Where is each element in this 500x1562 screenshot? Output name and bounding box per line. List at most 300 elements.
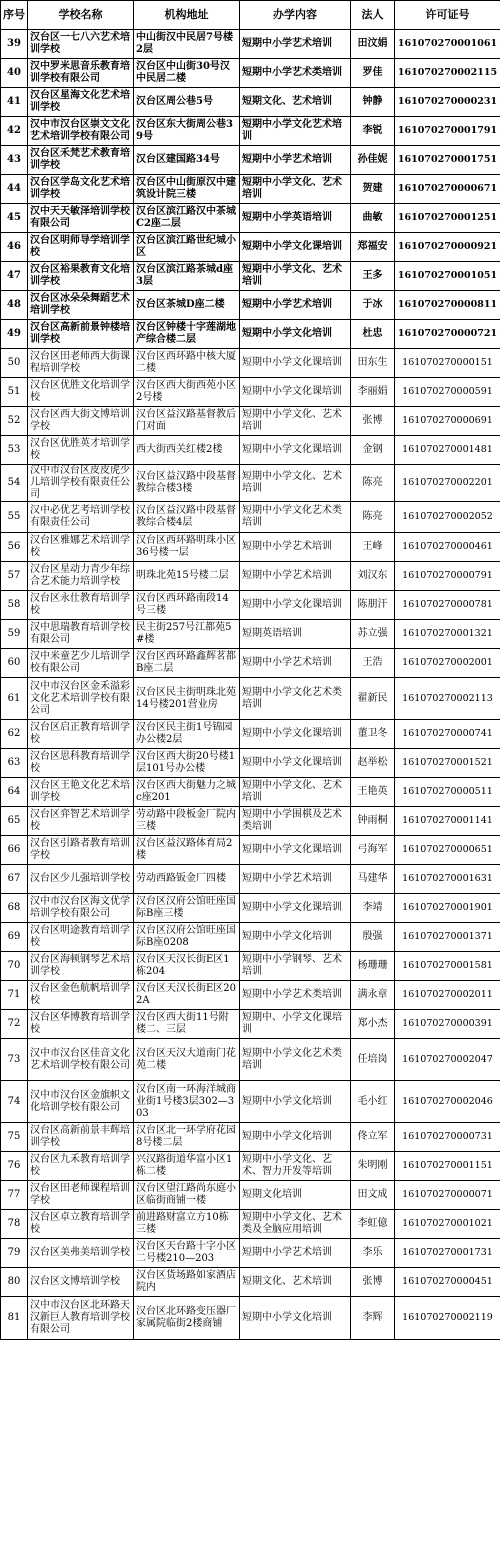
school-name-cell: 汉中思瑞教育培训学校有限公司 — [28, 620, 134, 649]
legal-rep-cell: 满永章 — [351, 981, 395, 1010]
content-cell: 短期中小学艺术培训 — [240, 533, 351, 562]
serial-number-cell: 71 — [1, 981, 28, 1010]
address-cell: 汉台区南一环海洋城商业街1号楼3层302—303 — [134, 1081, 240, 1123]
content-cell: 短期中小学文化课培训 — [240, 436, 351, 465]
serial-number-cell: 56 — [1, 533, 28, 562]
serial-number-cell: 40 — [1, 59, 28, 88]
school-name-cell: 汉台区海顿钢琴艺术培训学校 — [28, 952, 134, 981]
legal-rep-cell: 佟立军 — [351, 1123, 395, 1152]
content-cell: 短期中小学文化课培训 — [240, 836, 351, 865]
content-cell: 短期中小学文化、艺术培训 — [240, 778, 351, 807]
address-cell: 汉台区天汉长街E区202A — [134, 981, 240, 1010]
address-cell: 汉台区西大街魅力之城c座201 — [134, 778, 240, 807]
legal-rep-cell: 田文成 — [351, 1181, 395, 1210]
content-cell: 短期中小学文化培训 — [240, 1081, 351, 1123]
table-row — [1, 649, 500, 678]
license-number-cell: 161070270000691 — [395, 407, 500, 436]
header-legal-rep: 法人 — [351, 1, 395, 30]
table-row — [1, 117, 500, 146]
serial-number-cell: 69 — [1, 923, 28, 952]
table-row — [1, 30, 500, 59]
address-cell: 西大街西关红楼2楼 — [134, 436, 240, 465]
table-row — [1, 952, 500, 981]
table-row — [1, 1081, 500, 1123]
school-name-cell: 汉台区优胜文化培训学校 — [28, 378, 134, 407]
school-name-cell: 汉台区田老师课程培训学校 — [28, 1181, 134, 1210]
table-row — [1, 807, 500, 836]
serial-number-cell: 60 — [1, 649, 28, 678]
serial-number-cell: 61 — [1, 678, 28, 720]
table-row — [1, 865, 500, 894]
license-number-cell: 161070270002001 — [395, 649, 500, 678]
license-number-cell: 161070270001731 — [395, 1239, 500, 1268]
serial-number-cell: 45 — [1, 204, 28, 233]
school-name-cell: 汉台区九禾教育培训学校 — [28, 1152, 134, 1181]
table-row — [1, 204, 500, 233]
school-name-cell: 汉中市汉台区皮皮虎少儿培训学校有限责任公司 — [28, 465, 134, 502]
license-number-cell: 161070270002201 — [395, 465, 500, 502]
address-cell: 汉台区汉府公馆旺座国际B座三楼 — [134, 894, 240, 923]
content-cell: 短期中小学围棋及艺术类培训 — [240, 807, 351, 836]
license-number-cell: 161070270000811 — [395, 291, 500, 320]
serial-number-cell: 52 — [1, 407, 28, 436]
license-number-cell: 161070270000231 — [395, 88, 500, 117]
school-name-cell: 汉中市汉台区海文优学培训学校有限公司 — [28, 894, 134, 923]
table-row — [1, 320, 500, 349]
license-number-cell: 161070270002113 — [395, 678, 500, 720]
table-body — [1, 30, 500, 1340]
serial-number-cell: 47 — [1, 262, 28, 291]
legal-rep-cell: 李乐 — [351, 1239, 395, 1268]
header-school-name: 学校名称 — [28, 1, 134, 30]
legal-rep-cell: 陈亮 — [351, 502, 395, 533]
table-row — [1, 291, 500, 320]
school-name-cell: 汉台区金色航帆培训学校 — [28, 981, 134, 1010]
license-number-cell: 161070270002052 — [395, 502, 500, 533]
serial-number-cell: 57 — [1, 562, 28, 591]
serial-number-cell: 48 — [1, 291, 28, 320]
serial-number-cell: 41 — [1, 88, 28, 117]
license-number-cell: 161070270001581 — [395, 952, 500, 981]
table-row — [1, 436, 500, 465]
table-row — [1, 1152, 500, 1181]
serial-number-cell: 68 — [1, 894, 28, 923]
table-row — [1, 894, 500, 923]
school-name-cell: 汉台区王艳文化艺术培训学校 — [28, 778, 134, 807]
serial-number-cell: 42 — [1, 117, 28, 146]
school-name-cell: 汉台区星动力青少年综合艺术能力培训学校 — [28, 562, 134, 591]
legal-rep-cell: 郑福安 — [351, 233, 395, 262]
content-cell: 短期中小学文化艺术类培训 — [240, 502, 351, 533]
address-cell: 汉台区中山街30号汉中民居二楼 — [134, 59, 240, 88]
table-row — [1, 378, 500, 407]
table-row — [1, 981, 500, 1010]
content-cell: 短期中小学文化培训 — [240, 1123, 351, 1152]
school-name-cell: 汉中市汉台区金旗帜文化培训学校有限公司 — [28, 1081, 134, 1123]
license-number-cell: 161070270000451 — [395, 1268, 500, 1297]
license-number-cell: 161070270002046 — [395, 1081, 500, 1123]
table-row — [1, 233, 500, 262]
table-row — [1, 836, 500, 865]
serial-number-cell: 77 — [1, 1181, 28, 1210]
address-cell: 中山街汉中民居7号楼2层 — [134, 30, 240, 59]
content-cell: 短期中小学文化课培训 — [240, 749, 351, 778]
school-name-cell: 汉台区冰朵朵舞蹈艺术培训学校 — [28, 291, 134, 320]
school-name-cell: 汉中天天敏泽培训学校有限公司 — [28, 204, 134, 233]
content-cell: 短期中小学艺术类培训 — [240, 981, 351, 1010]
address-cell: 汉台区益汉路中段基督教综合楼3楼 — [134, 465, 240, 502]
school-name-cell: 汉中市汉台区佳音文化艺术培训学校有限公司 — [28, 1039, 134, 1081]
serial-number-cell: 58 — [1, 591, 28, 620]
content-cell: 短期中小学艺术培训 — [240, 865, 351, 894]
legal-rep-cell: 罗佳 — [351, 59, 395, 88]
school-name-cell: 汉台区一七八六艺术培训学校 — [28, 30, 134, 59]
school-name-cell: 汉台区明师导学培训学校 — [28, 233, 134, 262]
serial-number-cell: 76 — [1, 1152, 28, 1181]
address-cell: 汉台区益汉路体育局2楼 — [134, 836, 240, 865]
table-row — [1, 562, 500, 591]
table-row — [1, 778, 500, 807]
serial-number-cell: 44 — [1, 175, 28, 204]
license-number-cell: 161070270002119 — [395, 1297, 500, 1340]
legal-rep-cell: 毛小红 — [351, 1081, 395, 1123]
legal-rep-cell: 刘汉东 — [351, 562, 395, 591]
school-name-cell: 汉台区裕果教育文化培训学校 — [28, 262, 134, 291]
school-name-cell: 汉台区禾梵艺术教育培训学校 — [28, 146, 134, 175]
license-number-cell: 161070270000671 — [395, 175, 500, 204]
license-number-cell: 161070270000511 — [395, 778, 500, 807]
address-cell: 汉台区汉府公馆旺座国际B座0208 — [134, 923, 240, 952]
legal-rep-cell: 杜忠 — [351, 320, 395, 349]
address-cell: 汉台区货场路如家酒店院内 — [134, 1268, 240, 1297]
legal-rep-cell: 贺建 — [351, 175, 395, 204]
header-address: 机构地址 — [134, 1, 240, 30]
table-row — [1, 678, 500, 720]
content-cell: 短期中小学文化、艺术培训 — [240, 262, 351, 291]
table-row — [1, 1210, 500, 1239]
school-name-cell: 汉台区弈智艺术培训学校 — [28, 807, 134, 836]
header-serial-number: 序号 — [1, 1, 28, 30]
legal-rep-cell: 曲敏 — [351, 204, 395, 233]
content-cell: 短期文化、艺术培训 — [240, 1268, 351, 1297]
license-number-cell: 161070270000721 — [395, 320, 500, 349]
address-cell: 汉台区茶城D座二楼 — [134, 291, 240, 320]
legal-rep-cell: 苏立强 — [351, 620, 395, 649]
address-cell: 汉台区西大街西苑小区2号楼 — [134, 378, 240, 407]
legal-rep-cell: 张博 — [351, 1268, 395, 1297]
serial-number-cell: 53 — [1, 436, 28, 465]
content-cell: 短期英语培训 — [240, 620, 351, 649]
address-cell: 汉台区滨江路茶城d座3层 — [134, 262, 240, 291]
content-cell: 短期中小学英语培训 — [240, 204, 351, 233]
serial-number-cell: 73 — [1, 1039, 28, 1081]
content-cell: 短期中小学艺术培训 — [240, 1239, 351, 1268]
serial-number-cell: 63 — [1, 749, 28, 778]
content-cell: 短期中小学艺术培训 — [240, 30, 351, 59]
header-license-number: 许可证号 — [395, 1, 500, 30]
content-cell: 短期中小学文化课培训 — [240, 233, 351, 262]
address-cell: 汉台区北环路变压器厂家属院临街2楼商铺 — [134, 1297, 240, 1340]
content-cell: 短期中小学文化课培训 — [240, 591, 351, 620]
serial-number-cell: 74 — [1, 1081, 28, 1123]
legal-rep-cell: 赵举松 — [351, 749, 395, 778]
license-number-cell: 161070270001021 — [395, 1210, 500, 1239]
content-cell: 短期中小学文化培训 — [240, 320, 351, 349]
header-content: 办学内容 — [240, 1, 351, 30]
license-number-cell: 161070270000731 — [395, 1123, 500, 1152]
table-row — [1, 620, 500, 649]
content-cell: 短期中小学文化、艺术培训 — [240, 407, 351, 436]
address-cell: 民主街257号江都苑5#楼 — [134, 620, 240, 649]
content-cell: 短期文化培训 — [240, 1181, 351, 1210]
content-cell: 短期中小学艺术类培训 — [240, 59, 351, 88]
legal-rep-cell: 陈朋汗 — [351, 591, 395, 620]
table-row — [1, 262, 500, 291]
address-cell: 汉台区民主街1号锦园办公楼2层 — [134, 720, 240, 749]
school-name-cell: 汉台区永仕教育培训学校 — [28, 591, 134, 620]
table-row — [1, 88, 500, 117]
license-number-cell: 161070270000781 — [395, 591, 500, 620]
table-row — [1, 749, 500, 778]
content-cell: 短期中小学文化艺术培训 — [240, 117, 351, 146]
table-row — [1, 1123, 500, 1152]
content-cell: 短期中小学艺术培训 — [240, 649, 351, 678]
address-cell: 汉台区西环路中核大厦二楼 — [134, 349, 240, 378]
legal-rep-cell: 李靖 — [351, 894, 395, 923]
legal-rep-cell: 朱明刚 — [351, 1152, 395, 1181]
table-row — [1, 1039, 500, 1081]
address-cell: 汉台区滨江路世纪城小区 — [134, 233, 240, 262]
address-cell: 汉台区益汉路基督教后门对面 — [134, 407, 240, 436]
license-number-cell: 161070270000791 — [395, 562, 500, 591]
legal-rep-cell: 李虹億 — [351, 1210, 395, 1239]
legal-rep-cell: 翟新民 — [351, 678, 395, 720]
license-number-cell: 161070270001371 — [395, 923, 500, 952]
content-cell: 短期中、小学文化课培训 — [240, 1010, 351, 1039]
content-cell: 短期中小学文化、艺术培训 — [240, 175, 351, 204]
address-cell: 汉台区西环路明珠小区36号楼一层 — [134, 533, 240, 562]
license-number-cell: 161070270001151 — [395, 1152, 500, 1181]
legal-rep-cell: 马建华 — [351, 865, 395, 894]
legal-rep-cell: 李丽娟 — [351, 378, 395, 407]
table-row — [1, 1181, 500, 1210]
address-cell: 明珠北苑15号楼二层 — [134, 562, 240, 591]
legal-rep-cell: 钟雨桐 — [351, 807, 395, 836]
serial-number-cell: 50 — [1, 349, 28, 378]
address-cell: 前进路财富立方10栋三楼 — [134, 1210, 240, 1239]
address-cell: 汉台区望江路尚东庭小区临街商铺一楼 — [134, 1181, 240, 1210]
legal-rep-cell: 殷强 — [351, 923, 395, 952]
serial-number-cell: 49 — [1, 320, 28, 349]
school-name-cell: 汉台区思科教育培训学校 — [28, 749, 134, 778]
content-cell: 短期中小学文化课培训 — [240, 378, 351, 407]
table-row — [1, 349, 500, 378]
serial-number-cell: 66 — [1, 836, 28, 865]
table-row — [1, 1239, 500, 1268]
table-row — [1, 923, 500, 952]
address-cell: 汉台区周公巷5号 — [134, 88, 240, 117]
serial-number-cell: 81 — [1, 1297, 28, 1340]
table-row — [1, 407, 500, 436]
serial-number-cell: 51 — [1, 378, 28, 407]
serial-number-cell: 75 — [1, 1123, 28, 1152]
license-number-cell: 161070270000461 — [395, 533, 500, 562]
school-name-cell: 汉台区雅娜艺术培训学校 — [28, 533, 134, 562]
address-cell: 汉台区西环路南段14号三楼 — [134, 591, 240, 620]
address-cell: 劳动路中段板金厂院内三楼 — [134, 807, 240, 836]
school-name-cell: 汉中市汉台区崇文文化艺术培训学校有限公司 — [28, 117, 134, 146]
serial-number-cell: 70 — [1, 952, 28, 981]
school-name-cell: 汉台区卓立教育培训学校 — [28, 1210, 134, 1239]
legal-rep-cell: 王峰 — [351, 533, 395, 562]
license-number-cell: 161070270000591 — [395, 378, 500, 407]
school-name-cell: 汉台区西大街文博培训学校 — [28, 407, 134, 436]
legal-rep-cell: 钟静 — [351, 88, 395, 117]
serial-number-cell: 46 — [1, 233, 28, 262]
legal-rep-cell: 陈亮 — [351, 465, 395, 502]
legal-rep-cell: 田东生 — [351, 349, 395, 378]
address-cell: 汉台区天汉长街E区1栋204 — [134, 952, 240, 981]
license-number-cell: 161070270002047 — [395, 1039, 500, 1081]
serial-number-cell: 62 — [1, 720, 28, 749]
table-row — [1, 1010, 500, 1039]
content-cell: 短期中小学艺术培训 — [240, 562, 351, 591]
legal-rep-cell: 孙佳妮 — [351, 146, 395, 175]
serial-number-cell: 64 — [1, 778, 28, 807]
address-cell: 汉台区滨江路汉中茶城C2座二层 — [134, 204, 240, 233]
content-cell: 短期中小学文化培训 — [240, 923, 351, 952]
license-number-cell: 161070270000391 — [395, 1010, 500, 1039]
school-name-cell: 汉中罗米思音乐教育培训学校有限公司 — [28, 59, 134, 88]
content-cell: 短期中小学艺术培训 — [240, 146, 351, 175]
address-cell: 汉台区民主街明珠北苑14号楼201营业房 — [134, 678, 240, 720]
school-name-cell: 汉台区优胜英才培训学校 — [28, 436, 134, 465]
school-name-cell: 汉台区明途教育培训学校 — [28, 923, 134, 952]
license-number-cell: 161070270001521 — [395, 749, 500, 778]
table-row — [1, 1297, 500, 1340]
school-name-cell: 汉台区启正教育培训学校 — [28, 720, 134, 749]
address-cell: 汉台区钟楼十字莲湖地产综合楼二层 — [134, 320, 240, 349]
address-cell: 汉台区东大街周公巷39号 — [134, 117, 240, 146]
table-row — [1, 59, 500, 88]
serial-number-cell: 39 — [1, 30, 28, 59]
content-cell: 短期文化、艺术培训 — [240, 88, 351, 117]
address-cell: 汉台区西环路鑫辉茗都B座二层 — [134, 649, 240, 678]
address-cell: 劳动西路钣金厂四楼 — [134, 865, 240, 894]
serial-number-cell: 78 — [1, 1210, 28, 1239]
table-row — [1, 465, 500, 502]
legal-rep-cell: 董卫冬 — [351, 720, 395, 749]
license-number-cell: 161070270000921 — [395, 233, 500, 262]
table-row — [1, 1268, 500, 1297]
legal-rep-cell: 于冰 — [351, 291, 395, 320]
content-cell: 短期中小学文化、艺术培训 — [240, 465, 351, 502]
legal-rep-cell: 王艳英 — [351, 778, 395, 807]
legal-rep-cell: 王浩 — [351, 649, 395, 678]
school-name-cell: 汉中市汉台区金禾溢彩文化艺术培训学校有限公司 — [28, 678, 134, 720]
serial-number-cell: 79 — [1, 1239, 28, 1268]
school-name-cell: 汉台区学岛文化艺术培训学校 — [28, 175, 134, 204]
license-number-cell: 161070270002011 — [395, 981, 500, 1010]
license-number-cell: 161070270001061 — [395, 30, 500, 59]
school-name-cell: 汉中米童艺少儿培训学校有限公司 — [28, 649, 134, 678]
address-cell: 汉台区西大街20号楼1层101号办公楼 — [134, 749, 240, 778]
license-number-cell: 161070270001051 — [395, 262, 500, 291]
school-name-cell: 汉台区文博培训学校 — [28, 1268, 134, 1297]
school-name-cell: 汉台区华博教育培训学校 — [28, 1010, 134, 1039]
address-cell: 兴汉路街道华富小区1栋二楼 — [134, 1152, 240, 1181]
license-number-cell: 161070270001321 — [395, 620, 500, 649]
address-cell: 汉台区西大街11号附楼二、三层 — [134, 1010, 240, 1039]
serial-number-cell: 65 — [1, 807, 28, 836]
content-cell: 短期中小学文化培训 — [240, 1297, 351, 1340]
content-cell: 短期中小学艺术培训 — [240, 291, 351, 320]
school-name-cell: 汉台区高新前景丰辉培训学校 — [28, 1123, 134, 1152]
legal-rep-cell: 李锐 — [351, 117, 395, 146]
school-name-cell: 汉台区星海文化艺术培训学校 — [28, 88, 134, 117]
license-number-cell: 161070270001251 — [395, 204, 500, 233]
table-row — [1, 175, 500, 204]
license-number-cell: 161070270000151 — [395, 349, 500, 378]
license-number-cell: 161070270001901 — [395, 894, 500, 923]
content-cell: 短期中小学文化、艺术类及全脑应用培训 — [240, 1210, 351, 1239]
serial-number-cell: 72 — [1, 1010, 28, 1039]
table-row — [1, 720, 500, 749]
serial-number-cell: 59 — [1, 620, 28, 649]
school-name-cell: 汉中市汉台区北环路天汉新巨人教育培训学校有限公司 — [28, 1297, 134, 1340]
school-name-cell: 汉中必优艺考培训学校有限责任公司 — [28, 502, 134, 533]
content-cell: 短期中小学文化艺术类培训 — [240, 678, 351, 720]
table-row — [1, 533, 500, 562]
table-header-row — [1, 1, 500, 30]
license-number-cell: 161070270002115 — [395, 59, 500, 88]
address-cell: 汉台区天台路十字小区二号楼210—203 — [134, 1239, 240, 1268]
legal-rep-cell: 张博 — [351, 407, 395, 436]
serial-number-cell: 43 — [1, 146, 28, 175]
school-name-cell: 汉台区美弗美培训学校 — [28, 1239, 134, 1268]
legal-rep-cell: 任培岗 — [351, 1039, 395, 1081]
license-number-cell: 161070270001631 — [395, 865, 500, 894]
table-row — [1, 146, 500, 175]
license-number-cell: 161070270001791 — [395, 117, 500, 146]
license-number-cell: 161070270000741 — [395, 720, 500, 749]
license-number-cell: 161070270000651 — [395, 836, 500, 865]
legal-rep-cell: 田汶娟 — [351, 30, 395, 59]
serial-number-cell: 67 — [1, 865, 28, 894]
serial-number-cell: 80 — [1, 1268, 28, 1297]
serial-number-cell: 55 — [1, 502, 28, 533]
content-cell: 短期中小学文化艺术类培训 — [240, 1039, 351, 1081]
legal-rep-cell: 郑小杰 — [351, 1010, 395, 1039]
school-name-cell: 汉台区高新前景钟楼培训学校 — [28, 320, 134, 349]
table-row — [1, 591, 500, 620]
license-number-cell: 161070270001141 — [395, 807, 500, 836]
address-cell: 汉台区北一环学府花园8号楼二层 — [134, 1123, 240, 1152]
license-number-cell: 161070270000071 — [395, 1181, 500, 1210]
address-cell: 汉台区中山街原汉中建筑设计院三楼 — [134, 175, 240, 204]
license-number-cell: 161070270001751 — [395, 146, 500, 175]
legal-rep-cell: 金钢 — [351, 436, 395, 465]
serial-number-cell: 54 — [1, 465, 28, 502]
content-cell: 短期中小学文化课培训 — [240, 894, 351, 923]
table-row — [1, 502, 500, 533]
legal-rep-cell: 弓海军 — [351, 836, 395, 865]
content-cell: 短期中小学文化、艺术、智力开发等培训 — [240, 1152, 351, 1181]
content-cell: 短期中小学钢琴、艺术培训 — [240, 952, 351, 981]
address-cell: 汉台区建国路34号 — [134, 146, 240, 175]
address-cell: 汉台区天汉大道南门花苑二楼 — [134, 1039, 240, 1081]
school-name-cell: 汉台区引路者教育培训学校 — [28, 836, 134, 865]
